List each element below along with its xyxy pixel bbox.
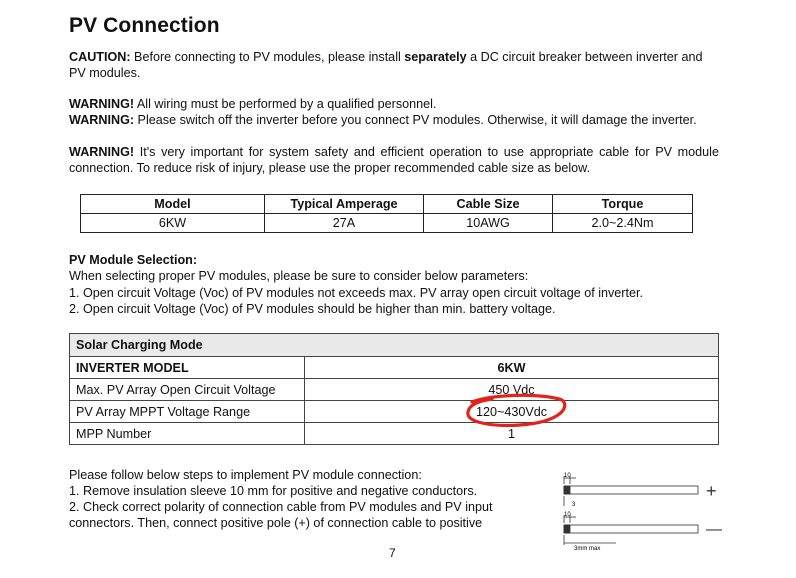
dim-label-top-2: 10	[564, 512, 571, 518]
cell-torque: 2.0~2.4Nm	[553, 214, 693, 233]
caution-label: CAUTION:	[69, 50, 131, 64]
list-item: 1. Remove insulation sleeve 10 mm for positive and negative conductors.	[69, 484, 478, 498]
cell-amperage: 27A	[265, 214, 424, 233]
row-label: PV Array MPPT Voltage Range	[70, 401, 305, 423]
warning-text: All wiring must be performed by a qualified personnel.	[134, 97, 437, 111]
warning-paragraph-3	[69, 144, 719, 176]
list-item	[69, 499, 539, 531]
table-header-row	[81, 195, 693, 214]
cell-model: 6KW	[81, 214, 265, 233]
step-text: 2. Check correct polarity of connection cable from PV modules and PV input connectors. Then, connect positive pole (+) of connection cable to positive	[69, 500, 493, 530]
plus-sign: +	[706, 481, 717, 501]
header-model: Model	[81, 195, 265, 214]
warning-label: WARNING!	[69, 145, 135, 159]
warning-paragraph-2	[69, 112, 719, 128]
table-row	[70, 379, 719, 401]
list-item: 1. Open circuit Voltage (Voc) of PV modules not exceeds max. PV array open circuit voltage of inverter.	[69, 286, 644, 300]
row-label: MPP Number	[70, 423, 305, 445]
solar-charging-table	[69, 333, 719, 445]
dim-label-side: 3	[572, 502, 576, 508]
warning-label: WARNING:	[69, 113, 135, 127]
header-torque: Torque	[553, 195, 693, 214]
warning-text: It's very important for system safety and efficient operation to use appropriate cable for PV module connection. To reduce risk of injury, please use the proper recommended cable size as below.	[69, 145, 719, 175]
caution-paragraph	[69, 49, 719, 81]
caution-text-before: Before connecting to PV modules, please install	[130, 50, 405, 64]
table-row	[70, 357, 719, 379]
table-row	[81, 214, 693, 233]
row-value: 120~430Vdc	[305, 401, 719, 423]
page-title: PV Connection	[69, 14, 220, 37]
inverter-model-label: INVERTER MODEL	[70, 357, 305, 379]
steps-intro: Please follow below steps to implement PV module connection:	[69, 468, 422, 482]
section-header-row	[70, 334, 719, 357]
cell-cable-size: 10AWG	[424, 214, 553, 233]
row-value: 450 Vdc	[305, 379, 719, 401]
red-highlight-circle	[462, 392, 568, 428]
warning-paragraph-1	[69, 96, 719, 112]
list-item: 2. Open circuit Voltage (Voc) of PV modules should be higher than min. battery voltage.	[69, 302, 556, 316]
table-row	[70, 401, 719, 423]
cable-size-table	[80, 194, 693, 233]
caution-bold-word: separately	[404, 50, 467, 64]
header-cable-size: Cable Size	[424, 195, 553, 214]
inverter-model-value: 6KW	[305, 357, 719, 379]
dim-label-bottom: 3mm max	[574, 546, 601, 552]
dim-label-top: 10	[564, 473, 571, 479]
row-value: 1	[305, 423, 719, 445]
header-typical-amperage: Typical Amperage	[265, 195, 424, 214]
caution-text-after: a DC circuit breaker between inverter and PV modules.	[69, 50, 703, 80]
row-label: Max. PV Array Open Circuit Voltage	[70, 379, 305, 401]
minus-sign: —	[706, 521, 722, 538]
module-selection-heading: PV Module Selection:	[69, 253, 198, 267]
page-number: 7	[389, 546, 396, 560]
warning-label: WARNING!	[69, 97, 135, 111]
cable-strip-diagram	[556, 470, 726, 552]
table-row	[70, 423, 719, 445]
module-selection-intro: When selecting proper PV modules, please be sure to consider below parameters:	[69, 269, 529, 283]
warning-text: Please switch off the inverter before you connect PV modules. Otherwise, it will damage the inverter.	[134, 113, 697, 127]
section-title: Solar Charging Mode	[70, 334, 719, 357]
